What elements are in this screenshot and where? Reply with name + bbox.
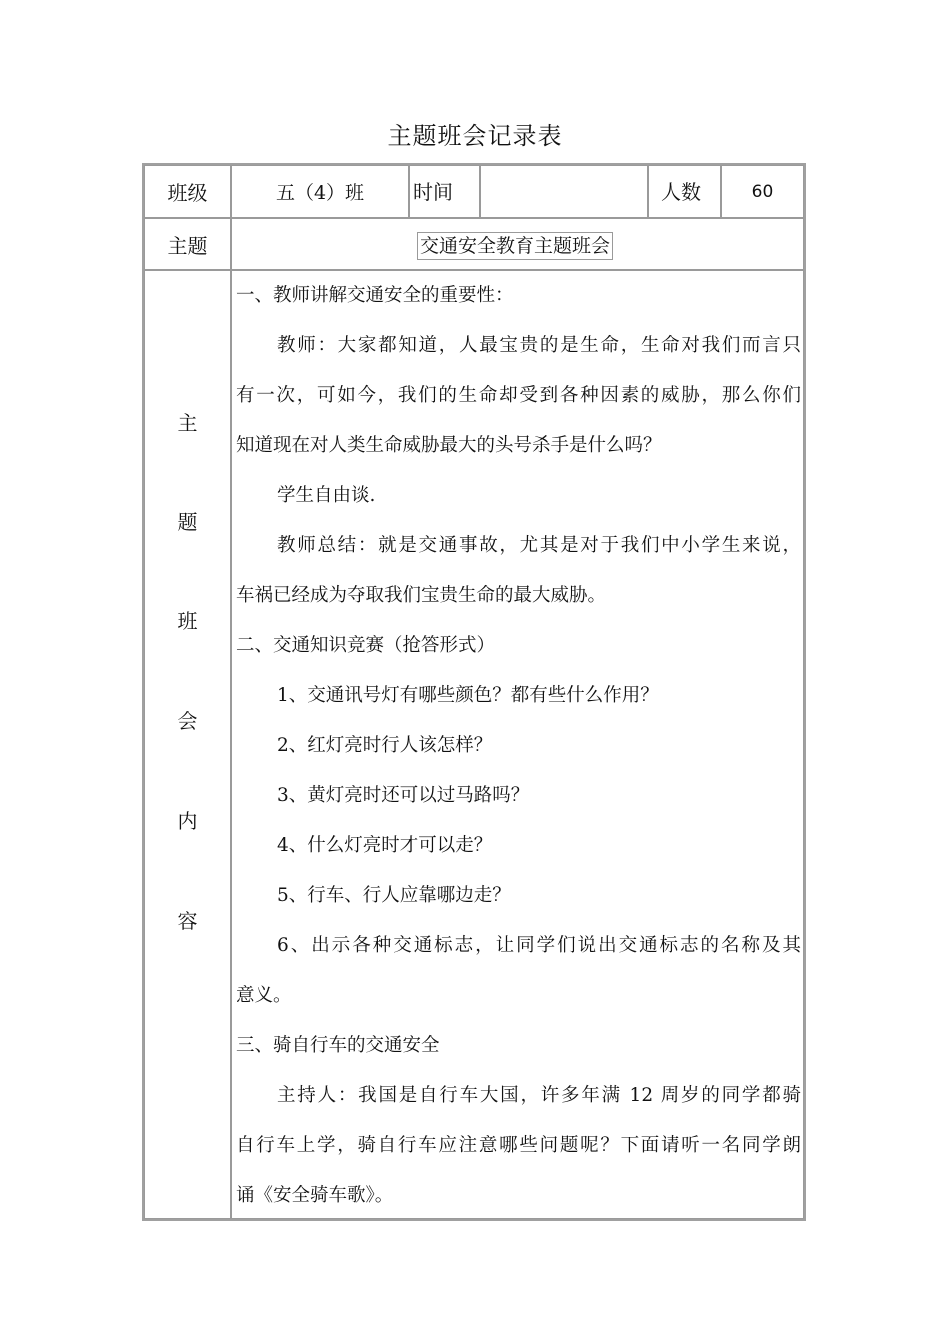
content-label-char: 主 (177, 411, 198, 435)
content-line: 2、红灯亮时行人该怎样？ (277, 735, 493, 756)
class-label-cell (144, 165, 231, 218)
topic-label: 主题 (167, 233, 208, 258)
time-label: 时间 (413, 180, 453, 204)
class-label: 班级 (167, 181, 208, 205)
class-value: 五（4）班 (275, 182, 365, 204)
count-label: 人数 (661, 180, 701, 204)
content-line: 1、交通讯号灯有哪些颜色？都有些什么作用？ (277, 685, 659, 706)
content-label-char: 班 (177, 609, 198, 633)
content-line: 自行车上学，骑自行车应注意哪些问题呢？下面请听一名同学朗 (236, 1135, 801, 1156)
content-line: 意义。 (236, 985, 292, 1006)
content-line: 教师：大家都知道，人最宝贵的是生命，生命对我们而言只 (277, 335, 801, 356)
content-label-char: 容 (177, 909, 198, 933)
content-line: 三、骑自行车的交通安全 (236, 1035, 440, 1056)
topic-value: 交通安全教育主题班会 (417, 232, 613, 260)
content-line: 一、教师讲解交通安全的重要性： (236, 285, 514, 306)
count-value: 60 (751, 181, 774, 202)
content-line: 5、行车、行人应靠哪边走？ (277, 885, 511, 906)
content-body (236, 271, 801, 1221)
time-value-cell (480, 165, 648, 218)
content-label-char: 题 (177, 510, 198, 534)
page-title: 主题班会记录表 (387, 122, 563, 150)
content-line: 二、交通知识竞赛（抢答形式） (236, 635, 496, 656)
class-value-cell (231, 165, 409, 218)
content-line: 6、出示各种交通标志，让同学们说出交通标志的名称及其 (277, 935, 801, 956)
record-table (142, 163, 806, 1221)
content-line: 有一次，可如今，我们的生命却受到各种因素的威胁，那么你们 (236, 385, 801, 406)
content-line: 知道现在对人类生命威胁最大的头号杀手是什么吗？ (236, 435, 662, 456)
content-label-char: 会 (177, 709, 198, 733)
count-label-cell (648, 165, 721, 218)
topic-value-cell (231, 218, 804, 270)
content-line: 学生自由谈. (277, 485, 376, 506)
content-label-cell (144, 270, 231, 1219)
content-line: 教师总结：就是交通事故，尤其是对于我们中小学生来说， (277, 535, 801, 556)
content-label-char: 内 (177, 809, 198, 833)
content-body-cell (231, 270, 804, 1219)
count-value-cell (721, 165, 804, 218)
content-line: 3、黄灯亮时还可以过马路吗？ (277, 785, 530, 806)
content-line: 诵《安全骑车歌》。 (236, 1185, 394, 1206)
content-line: 4、什么灯亮时才可以走？ (277, 835, 493, 856)
content-line: 主持人：我国是自行车大国，许多年满 12 周岁的同学都骑 (277, 1085, 801, 1106)
content-line: 车祸已经成为夺取我们宝贵生命的最大威胁。 (236, 585, 607, 606)
topic-label-cell (144, 218, 231, 270)
time-label-cell (409, 165, 480, 218)
